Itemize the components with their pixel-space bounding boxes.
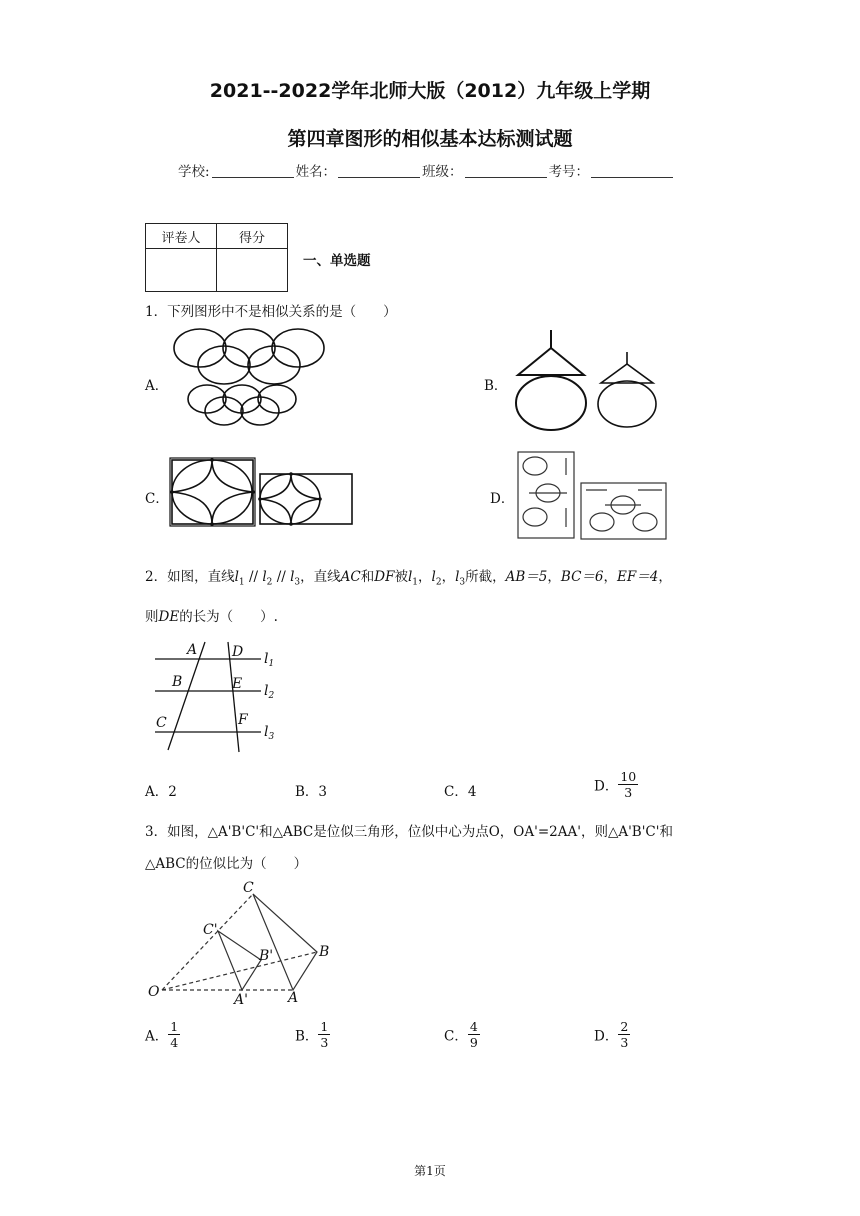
student-info-line bbox=[178, 160, 675, 180]
q2-option-c-value: 4 bbox=[467, 784, 477, 800]
q3-option-d-numerator: 2 bbox=[620, 1019, 629, 1034]
class-blank[interactable] bbox=[465, 163, 547, 178]
q2-text-by: 被 bbox=[394, 569, 408, 585]
q1-figure-a bbox=[165, 325, 335, 435]
q2-bc-value: BC＝6 bbox=[560, 569, 604, 585]
name-label: 姓名： bbox=[295, 164, 337, 180]
question-2-line-2 bbox=[145, 605, 278, 625]
q2-option-d-fraction bbox=[618, 769, 638, 800]
q3-option-a-numerator: 1 bbox=[170, 1019, 179, 1034]
section-title: 一、单选题 bbox=[303, 253, 371, 269]
q3-label-a-prime: A' bbox=[234, 992, 248, 1008]
q3-option-a-label: A． bbox=[145, 1028, 169, 1045]
q2-option-b[interactable] bbox=[295, 780, 327, 800]
q2-option-d[interactable] bbox=[594, 769, 638, 800]
q2-option-d-denominator: 3 bbox=[624, 785, 633, 800]
q2-text-line: ，直线 bbox=[300, 569, 341, 585]
q3-label-c: C bbox=[243, 880, 254, 896]
question-3-line-2: △ABC的位似比为（ ） bbox=[145, 856, 308, 872]
q3-label-o: O bbox=[148, 984, 160, 1000]
title-line-1: 2021--2022学年北师大版（2012）九年级上学期 bbox=[209, 80, 651, 102]
q2-text-cut: 所截， bbox=[465, 569, 506, 585]
q2-option-a[interactable] bbox=[145, 780, 177, 800]
school-label: 学校: bbox=[178, 164, 210, 180]
q2-option-d-label: D． bbox=[594, 778, 619, 795]
q2-label-l1: $l_1$ bbox=[264, 651, 275, 669]
q3-option-a-fraction bbox=[168, 1019, 180, 1050]
q3-option-c[interactable] bbox=[444, 1019, 480, 1050]
q3-option-d-fraction bbox=[618, 1019, 630, 1050]
question-3-line-1: 3．如图，△A'B'C'和△ABC是位似三角形，位似中心为点O，OA'=2AA'，则△A'B'C'和 bbox=[145, 824, 673, 840]
q2-label-l3: $l_3$ bbox=[264, 724, 275, 742]
class-label: 班级： bbox=[422, 164, 463, 180]
title-line-2: 第四章图形的相似基本达标测试题 bbox=[287, 128, 573, 150]
q2-text-then: 则 bbox=[145, 609, 159, 625]
q1-option-a-label[interactable]: A． bbox=[145, 378, 169, 394]
q3-option-d-denominator: 3 bbox=[620, 1035, 629, 1050]
line-ac bbox=[168, 642, 205, 750]
exam-number-label: 考号： bbox=[548, 164, 590, 180]
q3-option-b-label: B． bbox=[295, 1028, 319, 1045]
question-1-text: 1．下列图形中不是相似关系的是（ ） bbox=[145, 304, 397, 320]
q3-option-c-fraction bbox=[468, 1019, 480, 1050]
grader-cell[interactable] bbox=[146, 249, 217, 292]
q3-option-b[interactable] bbox=[295, 1019, 330, 1050]
q2-var-de: DE bbox=[158, 609, 180, 625]
q3-label-c-prime: C' bbox=[203, 922, 218, 938]
q2-option-d-numerator: 10 bbox=[620, 769, 637, 784]
exam-number-blank[interactable] bbox=[591, 163, 673, 178]
q2-label-d: D bbox=[232, 644, 244, 660]
page-number: 第1页 bbox=[414, 1164, 446, 1178]
q3-option-c-denominator: 9 bbox=[469, 1035, 478, 1050]
q2-option-c-label: C． bbox=[444, 784, 468, 800]
q3-option-b-numerator: 1 bbox=[320, 1019, 329, 1034]
q2-label-e: E bbox=[232, 676, 243, 692]
question-2-line-1: 2．如图，直线$l_1 // l_2 // l_3$，直线AC和DF被$l_1$，$l_2$，$l_3$所截，AB＝5，BC＝6，EF＝4， bbox=[145, 569, 672, 588]
q1-option-b-label[interactable]: B． bbox=[484, 378, 508, 394]
q2-parallel-lines-figure bbox=[150, 640, 290, 755]
q2-label-f: F bbox=[238, 712, 248, 728]
q2-option-b-value: 3 bbox=[318, 784, 328, 800]
q2-text-and: 和 bbox=[360, 569, 375, 585]
q3-option-d[interactable] bbox=[594, 1019, 630, 1050]
q2-option-b-label: B． bbox=[295, 784, 319, 800]
name-blank[interactable] bbox=[338, 163, 420, 178]
school-blank[interactable] bbox=[212, 163, 294, 178]
q2-label-c: C bbox=[156, 715, 167, 731]
score-header: 得分 bbox=[217, 224, 288, 249]
q1-figure-d bbox=[515, 450, 670, 542]
q3-option-c-numerator: 4 bbox=[469, 1019, 478, 1034]
q1-figure-b bbox=[512, 330, 662, 460]
q3-option-b-fraction bbox=[318, 1019, 330, 1050]
q2-ef-value: EF＝4 bbox=[617, 569, 659, 585]
q3-option-c-label: C． bbox=[444, 1028, 468, 1045]
q1-option-d-label[interactable]: D． bbox=[490, 491, 515, 507]
q2-text-intro: 2．如图，直线 bbox=[145, 569, 235, 585]
q1-option-c-label[interactable]: C． bbox=[145, 491, 169, 507]
score-cell[interactable] bbox=[217, 249, 288, 292]
q3-label-b-prime: B' bbox=[259, 948, 274, 964]
q3-homothety-figure bbox=[145, 880, 345, 1010]
q2-text-ask: 的长为（ ）. bbox=[179, 609, 278, 625]
triangle-abc bbox=[253, 894, 317, 990]
q3-label-a: A bbox=[288, 990, 299, 1006]
q1-figure-c bbox=[168, 458, 358, 528]
q2-option-a-label: A． bbox=[145, 784, 169, 800]
q2-label-b: B bbox=[172, 674, 183, 690]
q2-label-a: A bbox=[187, 642, 198, 658]
triangle-a1b1c1 bbox=[218, 931, 261, 990]
q2-label-l2: $l_2$ bbox=[264, 683, 275, 701]
q3-option-a[interactable] bbox=[145, 1019, 180, 1050]
ray-oc bbox=[162, 894, 253, 990]
q3-option-d-label: D． bbox=[594, 1028, 619, 1045]
q2-var-ac: AC bbox=[340, 569, 361, 585]
q2-ab-value: AB＝5 bbox=[505, 569, 548, 585]
grader-header: 评卷人 bbox=[146, 224, 217, 249]
q2-option-c[interactable] bbox=[444, 780, 476, 800]
q3-label-b: B bbox=[319, 944, 330, 960]
q3-option-a-denominator: 4 bbox=[170, 1035, 179, 1050]
score-table bbox=[145, 223, 288, 292]
q2-var-df: DF bbox=[374, 569, 395, 585]
q3-option-b-denominator: 3 bbox=[320, 1035, 329, 1050]
q2-option-a-value: 2 bbox=[168, 784, 177, 800]
